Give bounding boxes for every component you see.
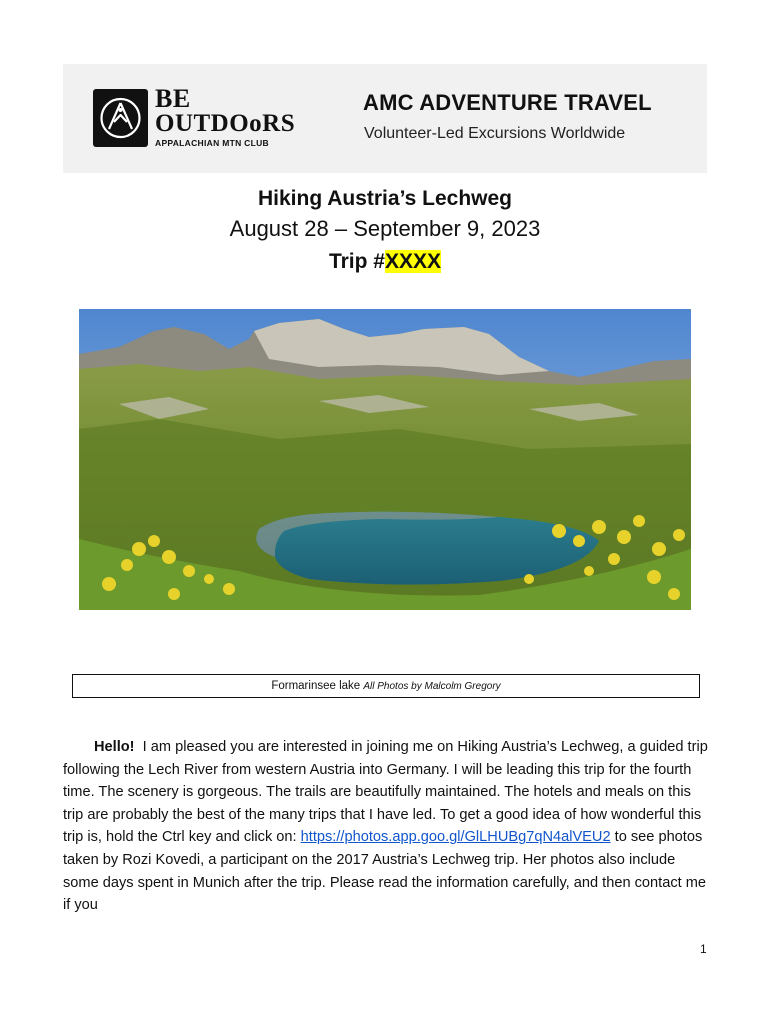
amc-logo-wordmark <box>155 86 295 148</box>
trip-number-line <box>0 250 770 274</box>
header-banner <box>63 64 707 173</box>
intro-text-continued: to see photos taken by Rozi Kovedi, a participant on the 2017 Austria’s Lechweg trip. Her photos also include some days spent in Munich after the trip. Please read the information carefully, and then contact me if you <box>63 829 707 914</box>
trip-number-placeholder: XXXX <box>385 250 442 273</box>
logo-line-outdoors: OUTDOoRS <box>155 110 296 137</box>
logo-line-be: BE <box>155 84 191 113</box>
caption-credit: All Photos by Malcolm Gregory <box>363 681 501 692</box>
photos-link[interactable]: https://photos.app.goo.gl/GlLHUBg7qN4alVEU2 <box>300 829 611 846</box>
intro-paragraph <box>63 736 708 917</box>
caption-text: Formarinsee lake <box>271 680 361 692</box>
intro-text: I am pleased you are interested in joining me on Hiking Austria’s Lechweg, a guided trip following the Lech River from western Austria into Germany. I will be leading this trip for the fourth time. The scenery is gorgeous. The trails are beautifully maintained. The hotels and meals on this trip are probably the best of the many trips that I have led. To get a good idea of how wonderful this trip is, hold the Ctrl key and click on: <box>63 739 708 846</box>
lake-photo <box>79 309 691 610</box>
banner-tagline: Volunteer-Led Excursions Worldwide <box>364 125 626 142</box>
trip-title: Hiking Austria’s Lechweg <box>258 187 512 210</box>
page-number: 1 <box>700 942 707 956</box>
banner-title: AMC ADVENTURE TRAVEL <box>363 90 652 115</box>
trip-dates: August 28 – September 9, 2023 <box>229 216 541 241</box>
photo-caption <box>72 674 700 698</box>
logo-line-club: APPALACHIAN MTN CLUB <box>155 138 269 148</box>
trip-number-prefix: Trip # <box>328 250 385 273</box>
greeting: Hello! <box>94 739 135 755</box>
amc-logo-icon <box>93 89 148 147</box>
